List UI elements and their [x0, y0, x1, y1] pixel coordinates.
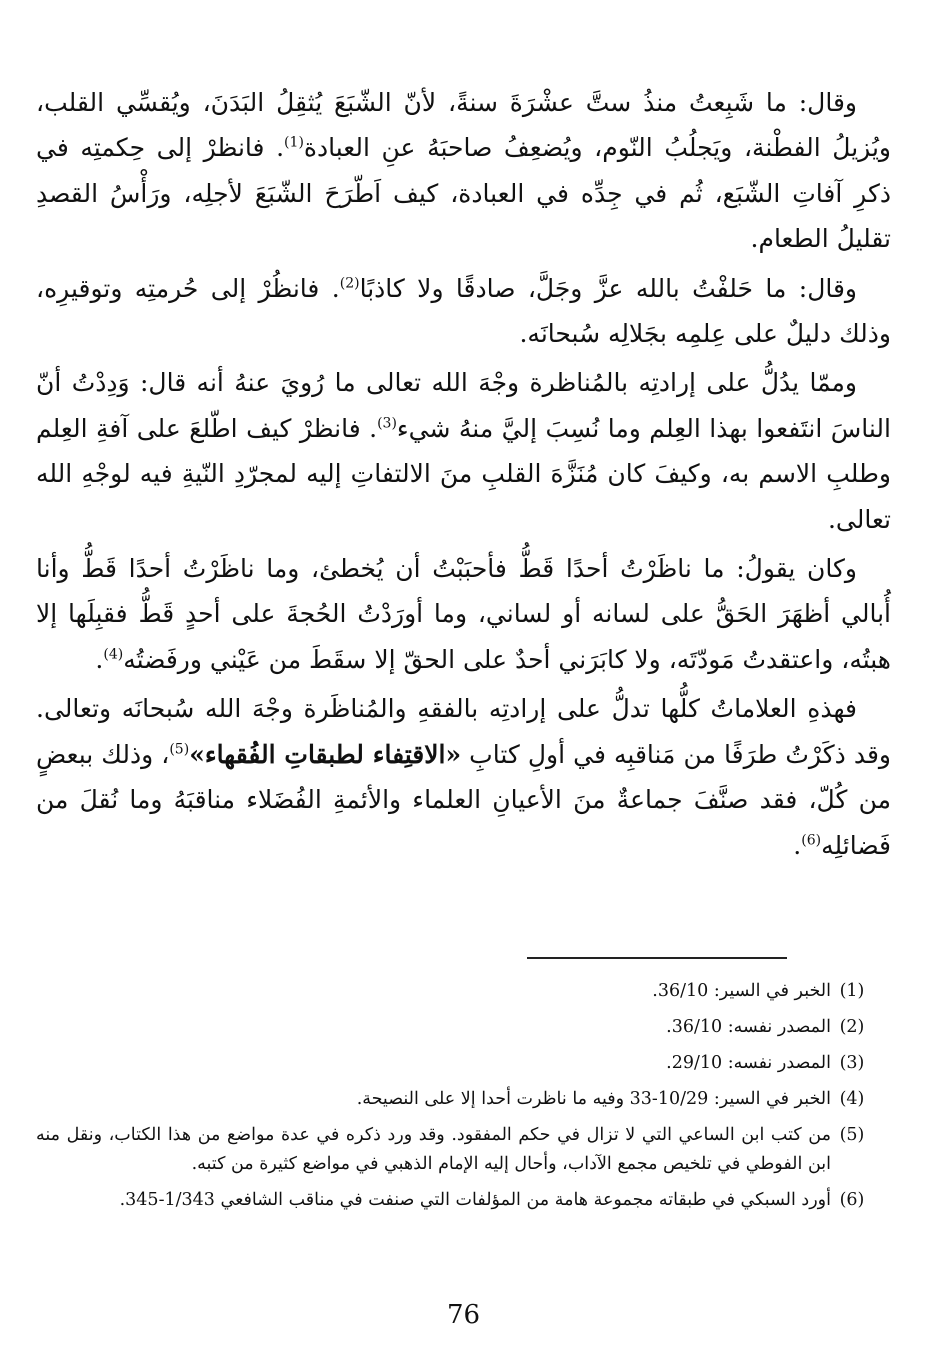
footnote-marker: (1) — [284, 135, 304, 152]
footnote-number: (6) — [839, 1190, 865, 1210]
text-segment: وقال: ما حَلفْتُ بالله عزَّ وجَلَّ، صادقًا ولا كاذبًا — [359, 273, 858, 303]
footnote-text: أورد السبكي في طبقاته مجموعة هامة من المؤلفات التي صنفت في مناقب الشافعي 1/343-345. — [119, 1190, 831, 1210]
paragraph: وقال: ما شَبِعتُ منذُ ستَّ عشْرَةَ سنةً، لأنّ الشّبَعَ يُثقِلُ البَدَنَ، ويُقسِّي القلب، ويُزيلُ الفطْنة، ويَجلُبُ النّوم، ويُضعِفُ صاحبَهُ عنِ العبادة$^{(1)}$. فانظرْ إلى حِكمتِه في ذكرِ آفاتِ الشّبَع، ثُم في جِدِّه في العبادة، كيف اَطّرَحَ الشّبَعَ لأجلِه، ورَأْسُ القصدِ تقليلُ الطعام. — [36, 88, 891, 254]
footnote-marker: (2) — [339, 275, 360, 292]
footnote-number: (5) — [839, 1125, 865, 1145]
text-segment: وممّا يدُلُّ على إرادتِه بالمُناظرة وجْهَ الله تعالى ما رُويَ عنهُ أنه قال: وَدِدْتُ أنّ الناسَ انتَفعوا بهذا العِلم وما نُسِبَ إليَّ منهُ شيء — [36, 368, 891, 443]
footnotes-section — [36, 977, 873, 1222]
paragraph: وممّا يدُلُّ على إرادتِه بالمُناظرة وجْهَ الله تعالى ما رُويَ عنهُ أنه قال: وَدِدْتُ أنّ الناسَ انتَفعوا بهذا العِلم وما نُسِبَ إليَّ منهُ شيء$^{(3)}$. فانظرْ كيف اطّلعَ على آفةِ العِلم وطلبِ الاسم به، وكيفَ كان مُنَزَّهَ القلبِ منَ الالتفاتِ إليه لمجرّدِ النّيةِ فيه لوجْهِ الله تعالى. — [36, 368, 891, 534]
footnote-text: المصدر نفسه: 36/10. — [666, 1017, 831, 1037]
main-text — [36, 80, 891, 872]
footnote-item — [36, 1186, 873, 1215]
footnote-marker: (4) — [103, 646, 124, 663]
book-title: «الاقتِفاء لطبقاتِ الفُقهاء» — [189, 739, 462, 769]
footnote-item — [36, 1013, 873, 1042]
footnote-marker: (3) — [377, 415, 397, 432]
footnote-number: (4) — [839, 1089, 865, 1109]
footnote-text: الخبر في السير: 10/29-33 وفيه ما ناظرت أحدا إلا على النصيحة. — [356, 1089, 831, 1109]
text-segment: فهذهِ العلاماتُ كلُّها تدلُّ على إرادتِه بالفقهِ والمُناظَرة وجْهَ الله سُبحانَه وتعالى. وقد ذكَرْتُ طرَفًا من مَناقبِه في أولِ كتابِ — [36, 694, 891, 769]
page-number: 76 — [446, 1300, 481, 1330]
paragraph: فهذهِ العلاماتُ كلُّها تدلُّ على إرادتِه بالفقهِ والمُناظَرة وجْهَ الله سُبحانَه وتعالى. وقد ذكَرْتُ طرَفًا من مَناقبِه في أولِ كتابِ «الاقتِفاء لطبقاتِ الفُقهاء»$^{(5)}$، وذلك ببعضٍ من كُلّ، فقد صنَّفَ جماعةٌ منَ الأعيانِ العلماء والأئمةِ الفُضَلاء مناقبَهُ وما نُقلَ من فَضائلِه$^{(6)}$. — [36, 694, 891, 860]
footnote-number: (3) — [839, 1053, 865, 1073]
footnote-marker: (6) — [801, 832, 822, 849]
footnote-text: المصدر نفسه: 29/10. — [666, 1053, 831, 1073]
footnote-number: (1) — [839, 981, 865, 1001]
footnote-item — [36, 1121, 873, 1179]
footnote-text: الخبر في السير: 36/10. — [652, 981, 831, 1001]
paragraph: وكان يقولُ: ما ناظَرْتُ أحدًا قَطُّ فأحبَبْتُ أن يُخطئ، وما ناظَرْتُ أحدًا قَطُّ وأنا أُبالي أظهَرَ الحَقُّ على لسانه أو لساني، وما أورَدْتُ الحُجةَ على أحدٍ قَطُّ فقبِلَها إلا هبتُه، واعتقدتُ مَودّتَه، ولا كابَرَني أحدٌ على الحقّ إلا سقَطَ من عَيْني ورفَضتُه$^{(4)}$. — [36, 554, 891, 674]
footnote-item — [36, 977, 873, 1006]
text-segment: فانظرْ كيف اطّلعَ على آفةِ العِلم وطلبِ الاسم به، وكيفَ كان مُنَزَّهَ القلبِ منَ الالتفاتِ إليه لمجرّدِ النّيةِ فيه لوجْهِ الله تعالى. — [36, 413, 891, 534]
footnote-marker: (5) — [169, 741, 190, 758]
footnote-item — [36, 1085, 873, 1114]
text-segment: فانظُرْ إلى حُرمتِه وتوقيرِه، وذلك دليلٌ على عِلمِه بجَلالِه سُبحانَه. — [36, 273, 891, 349]
footnote-number: (2) — [839, 1017, 865, 1037]
footnote-text: من كتب ابن الساعي التي لا تزال في حكم المفقود. وقد ورد ذكره في عدة مواضع من هذا الكتاب، ونقل منه ابن الفوطي في تلخيص مجمع الآداب، وأحال إليه الإمام الذهبي في مواضع كثيرة من كتبه. — [36, 1125, 831, 1174]
text-segment: وقال: ما شَبِعتُ منذُ ستَّ عشْرَةَ سنةً، لأنّ الشّبَعَ يُثقِلُ البَدَنَ، ويُقسِّي القلب، ويُزيلُ الفطْنة، ويَجلُبُ النّوم، ويُضعِفُ صاحبَهُ عنِ العبادة — [36, 88, 891, 163]
text-segment: ، وذلك ببعضٍ من كُلّ، فقد صنَّفَ جماعةٌ منَ الأعيانِ العلماء والأئمةِ الفُضَلاء مناقبَهُ وما نُقلَ من فَضائلِه — [36, 739, 891, 860]
footnote-item — [36, 1049, 873, 1078]
text-segment: وكان يقولُ: ما ناظَرْتُ أحدًا قَطُّ فأحبَبْتُ أن يُخطئ، وما ناظَرْتُ أحدًا قَطُّ وأنا أُبالي أظهَرَ الحَقُّ على لسانه أو لساني، وما أورَدْتُ الحُجةَ على أحدٍ قَطُّ فقبِلَها إلا هبتُه، واعتقدتُ مَودّتَه، ولا كابَرَني أحدٌ على الحقّ إلا سقَطَ من عَيْني ورفَضتُه — [36, 554, 891, 674]
text-segment: فانظرْ إلى حِكمتِه في ذكرِ آفاتِ الشّبَع، ثُم في جِدِّه في العبادة، كيف اَطّرَحَ الشّبَعَ لأجلِه، ورَأْسُ القصدِ تقليلُ الطعام. — [36, 133, 891, 254]
paragraph: وقال: ما حَلفْتُ بالله عزَّ وجَلَّ، صادقًا ولا كاذبًا$^{(2)}$. فانظُرْ إلى حُرمتِه وتوقيرِه، وذلك دليلٌ على عِلمِه بجَلالِه سُبحانَه. — [36, 273, 891, 349]
footnote-divider — [527, 957, 787, 959]
